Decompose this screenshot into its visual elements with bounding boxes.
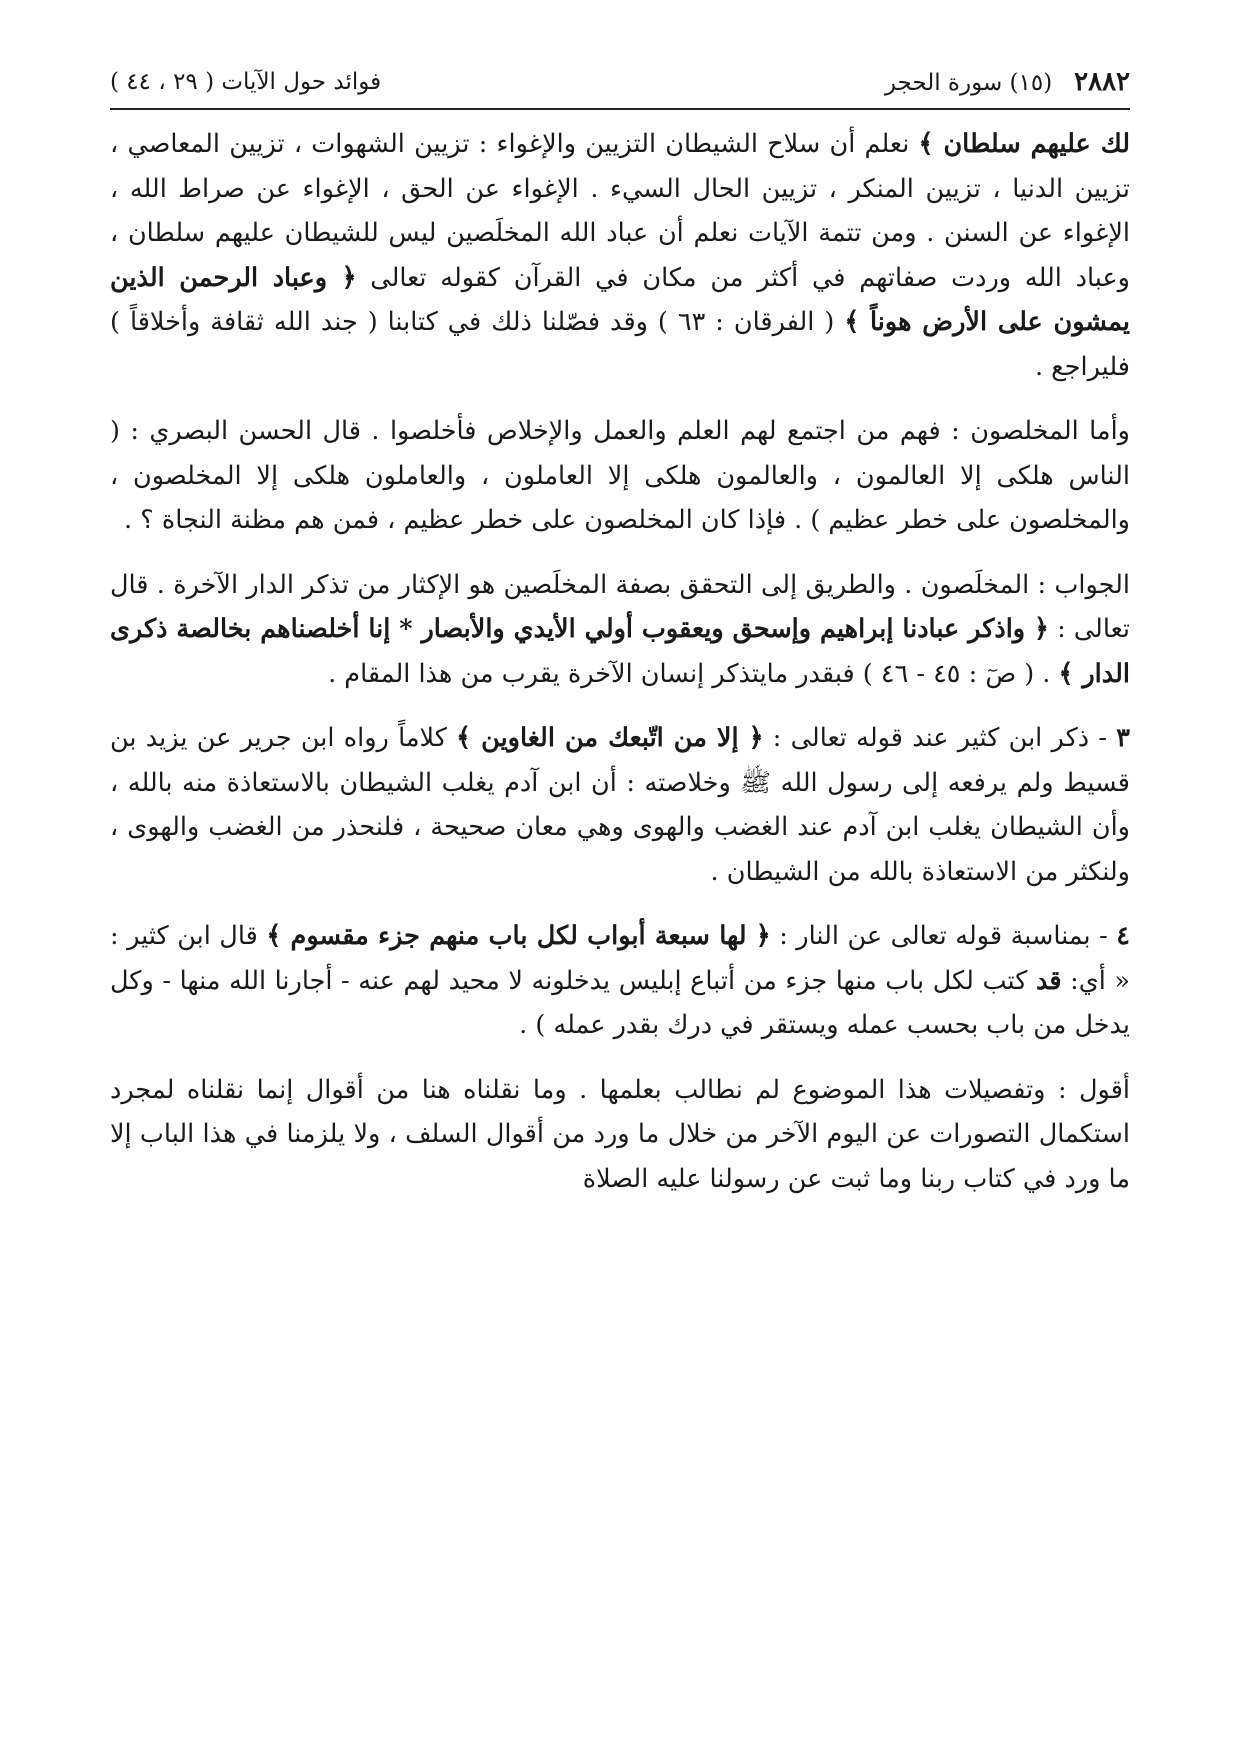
paragraph (110, 122, 1130, 389)
bold-run: لك عليهم سلطان ﴾ (918, 129, 1130, 159)
page-body (110, 60, 1130, 1720)
bold-run: ﴿ لها سبعة أبواب لكل باب منهم جزء مقسوم ﴾ (266, 921, 771, 951)
text-run: أقول : وتفصيلات هذا الموضوع لم نطالب بعلمها . وما نقلناه هنا من أقوال إنما نقلناه لمجرد استكمال التصورات عن اليوم الآخر من خلال ما ورد من أقوال السلف ، ولا يلزمنا في هذا الباب إلا ما ورد في كتاب ربنا وما ثبت عن رسولنا عليه الصلاة (110, 1074, 1130, 1194)
text-run: - ذكر ابن كثير عند قوله تعالى : (763, 723, 1117, 753)
text-run: . ( صٓ : ٤٥ - ٤٦ ) فبقدر مايتذكر إنسان الآخرة يقرب من هذا المقام . (328, 658, 1059, 689)
header-right (885, 60, 1130, 105)
bold-run: ﴿ إلا من اتّبعك من الغاوين ﴾ (456, 723, 764, 753)
bold-run: ٤ (1116, 921, 1130, 951)
paragraph (110, 409, 1130, 543)
text-run: كلاماً رواه ابن جرير عن يزيد بن قسيط ولم يرفعه إلى رسول الله ﷺ وخلاصته : أن ابن آدم يغلب الشيطان بالاستعاذة منه بالله ، وأن الشيطان يغلب ابن آدم عند الغضب والهوى وهي معان صحيحة ، فلنحذر من الغضب والهوى ، ولنكثر من الاستعاذة بالله من الشيطان . (110, 723, 1130, 887)
text-run: ( الفرقان : ٦٣ ) وقد فصّلنا ذلك في كتابنا ( جند الله ثقافة وأخلاقاً ) فليراجع . (110, 307, 1130, 382)
bold-run: ﴿ وعباد الرحمن الذين يمشون على الأرض هوناً ﴾ (110, 262, 1130, 337)
surah-name: (١٥) سورة الحجر (884, 70, 1053, 96)
bold-run: ٣ (1116, 723, 1130, 753)
text-run: وأما المخلصون : فهم من اجتمع لهم العلم والعمل والإخلاص فأخلصوا . قال الحسن البصري : ( الناس هلكى إلا العالمون ، والعالمون هلكى إلا العاملون ، والعاملون هلكى إلا المخلصون ، والمخلصون على خطر عظيم ) . فإذا كان المخلصون على خطر عظيم ، فمن هم مظنة النجاة ؟ . (110, 416, 1130, 535)
header-rule (110, 108, 1130, 110)
paragraph (110, 563, 1130, 697)
text-run: الجواب : المخلَصون . والطريق إلى التحقق بصفة المخلَصين هو الإكثار من تذكر الدار الآخرة . قال تعالى : (110, 569, 1130, 644)
section-title: فوائد حول الآيات ( ٢٩ ، ٤٤ ) (110, 69, 382, 95)
bold-run: ﴿ واذكر عبادنا إبراهيم وإسحق ويعقوب أولي الأيدي والأبصار * إنا أخلصناهم بخالصة ذكرى الدار ﴾ (110, 614, 1130, 689)
page-number: ٢٨٨٢ (1074, 67, 1130, 97)
text-run: - بمناسبة قوله تعالى عن النار : (770, 921, 1117, 951)
running-header (110, 60, 1130, 104)
header-separator (1060, 70, 1067, 96)
text-run: نعلم أن سلاح الشيطان التزيين والإغواء : تزيين الشهوات ، تزيين المعاصي ، تزيين الدنيا ، تزيين المنكر ، تزيين الحال السيء . الإغواء عن الحق ، الإغواء عن صراط الله ، الإغواء عن السنن . ومن تتمة الآيات نعلم أن عباد الله المخلَصين ليس للشيطان عليهم سلطان ، وعباد الله وردت صفاتهم في أكثر من مكان في القرآن كقوله تعالى (110, 129, 1130, 293)
paragraph (110, 716, 1130, 894)
bold-run: قد (1035, 965, 1062, 996)
paragraph (110, 914, 1130, 1048)
paragraph (110, 1068, 1130, 1202)
text-body (110, 122, 1130, 1201)
text-run: قال ابن كثير : « أي: (110, 921, 1130, 996)
text-run: كتب لكل باب منها جزء من أتباع إبليس يدخلونه لا محيد لهم عنه - أجارنا الله منها - وكل يدخل من باب بحسب عمله ويستقر في درك بقدر عمله ) . (110, 965, 1130, 1040)
